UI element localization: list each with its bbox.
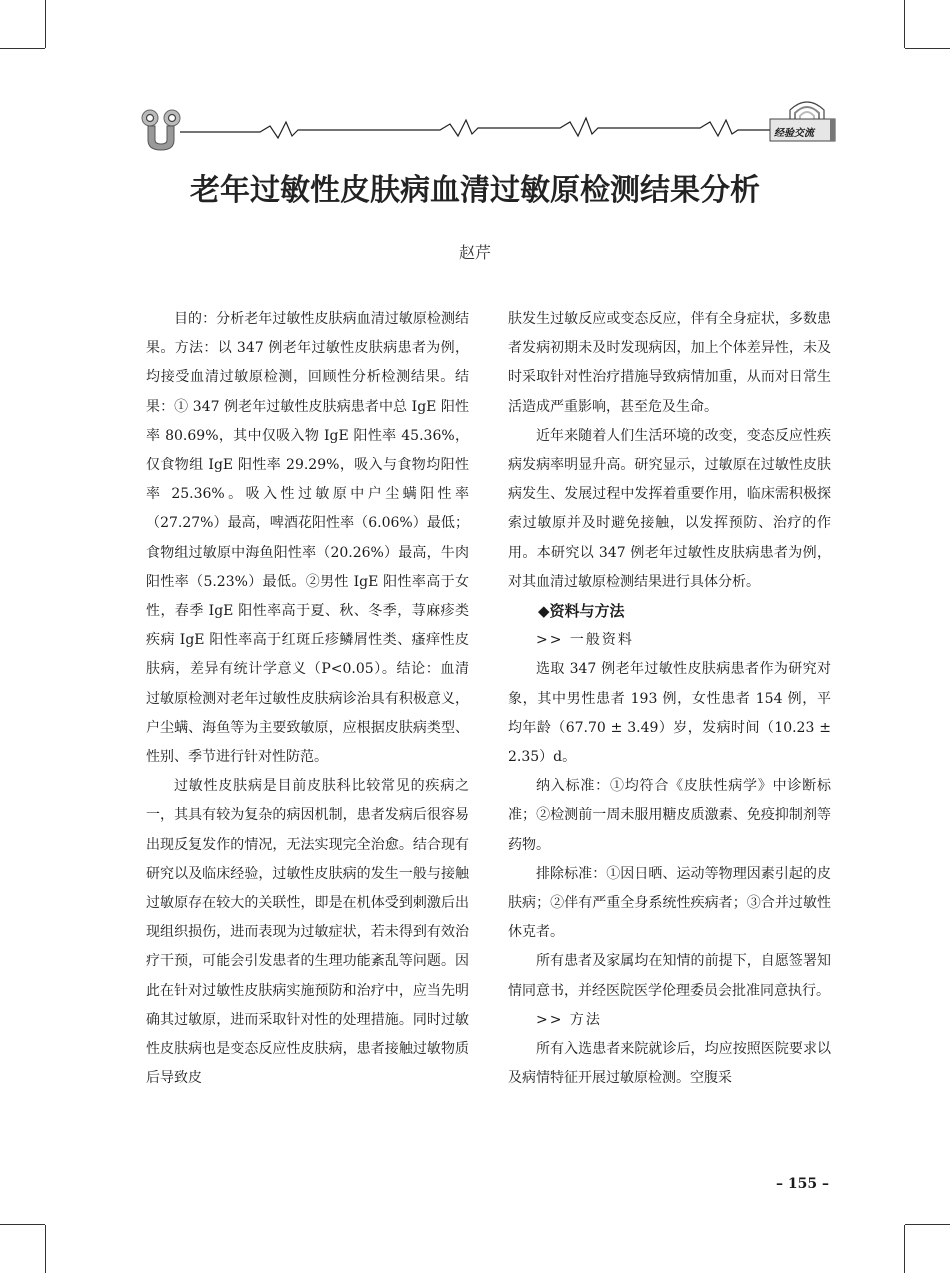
- general-info-paragraph: 选取 347 例老年过敏性皮肤病患者作为研究对象，其中男性患者 193 例，女性患者 154 例，平均年龄（67.70 ± 3.49）岁，发病时间（10.23 ± 2.35）d。: [508, 661, 831, 766]
- crop-mark: [0, 48, 45, 49]
- page-number: – 155 –: [776, 1176, 829, 1192]
- intro-paragraph-2: 近年来随着人们生活环境的改变，变态反应性疾病发病率明显升高。研究显示，过敏原在过敏性皮肤病发生、发展过程中发挥着重要作用，临床需积极探索过敏原并及时避免接触，以发挥预防、治疗的作用。本研究以 347 例老年过敏性皮肤病患者为例，对其血清过敏原检测结果进行具体分析。: [508, 427, 831, 590]
- method-paragraph: 所有入选患者来院就诊后，均应按照医院要求以及病情特征开展过敏原检测。空腹采: [508, 1041, 831, 1087]
- left-column: [146, 305, 469, 1093]
- logo-icon: [142, 110, 180, 150]
- crop-mark: [904, 1225, 905, 1273]
- intro-paragraph-1-continued: 肤发生过敏反应或变态反应，伴有全身症状，多数患者发病初期未及时发现病因，加上个体差异性，未及时采取针对性治疗措施导致病情加重，从而对日常生活造成严重影响，甚至危及生命。: [508, 311, 831, 415]
- consent-paragraph: 所有患者及家属均在知情的前提下，自愿签署知情同意书，并经医院医学伦理委员会批准同意执行。: [508, 953, 831, 999]
- subsection-heading-general: >> 一般资料: [536, 632, 634, 649]
- crop-mark: [905, 1224, 950, 1225]
- column-tag: 经验交流: [774, 128, 814, 139]
- section-heading-methods: ◆资料与方法: [538, 602, 625, 621]
- subsection-heading-method: >> 方法: [536, 1011, 602, 1028]
- article-title: 老年过敏性皮肤病血清过敏原检测结果分析: [190, 173, 760, 208]
- inclusion-criteria-paragraph: 纳入标准：①均符合《皮肤性病学》中诊断标准；②检测前一周未服用糖皮质激素、免疫抑制剂等药物。: [508, 778, 831, 853]
- header-decoration: [140, 100, 840, 160]
- exclusion-criteria-paragraph: 排除标准：①因日晒、运动等物理因素引起的皮肤病；②伴有严重全身系统性疾病者；③合并过敏性休克者。: [508, 865, 831, 941]
- crop-mark: [905, 48, 950, 49]
- heartbeat-line: [180, 118, 772, 138]
- crop-mark: [904, 0, 905, 48]
- intro-paragraph-1: 过敏性皮肤病是目前皮肤科比较常见的疾病之一，其具有较为复杂的病因机制，患者发病后很容易出现反复发作的情况，无法实现完全治愈。结合现有研究以及临床经验，过敏性皮肤病的发生一般与接触过敏原存在较大的关联性，即是在机体受到刺激后出现组织损伤，进而表现为过敏症状，若未得到有效治疗干预，可能会引发患者的生理功能紊乱等问题。因此在针对过敏性皮肤病实施预防和治疗中，应当先明确其过敏原，进而采取针对性的处理措施。同时过敏性皮肤病也是变态反应性皮肤病，患者接触过敏物质后导致皮: [146, 778, 469, 1087]
- crop-mark: [45, 1225, 46, 1273]
- author-name: 赵芹: [458, 243, 491, 262]
- right-column: [508, 305, 831, 1093]
- crop-mark: [0, 1224, 45, 1225]
- abstract-paragraph: 目的：分析老年过敏性皮肤病血清过敏原检测结果。方法：以 347 例老年过敏性皮肤病患者为例，均接受血清过敏原检测，回顾性分析检测结果。结果：① 347 例老年过敏性皮肤病患者中总 IgE 阳性率 80.69%，其中仅吸入物 IgE 阳性率 45.36%，仅食物组 IgE 阳性率 29.29%，吸入与食物均阳性率 25.36%。吸入性过敏原中户尘螨阳性率（27.27%）最高，啤酒花阳性率（6.06%）最低；食物组过敏原中海鱼阳性率（20.26%）最高，牛肉阳性率（5.23%）最低。②男性 IgE 阳性率高于女性，春季 IgE 阳性率高于夏、秋、冬季，荨麻疹类疾病 IgE 阳性率高于红斑丘疹鳞屑性类、瘙痒性皮肤病，差异有统计学意义（P<0.05）。结论：血清过敏原检测对老年过敏性皮肤病诊治具有积极意义，户尘螨、海鱼等为主要致敏原，应根据皮肤病类型、性别、季节进行针对性防范。: [146, 311, 469, 766]
- crop-mark: [45, 0, 46, 48]
